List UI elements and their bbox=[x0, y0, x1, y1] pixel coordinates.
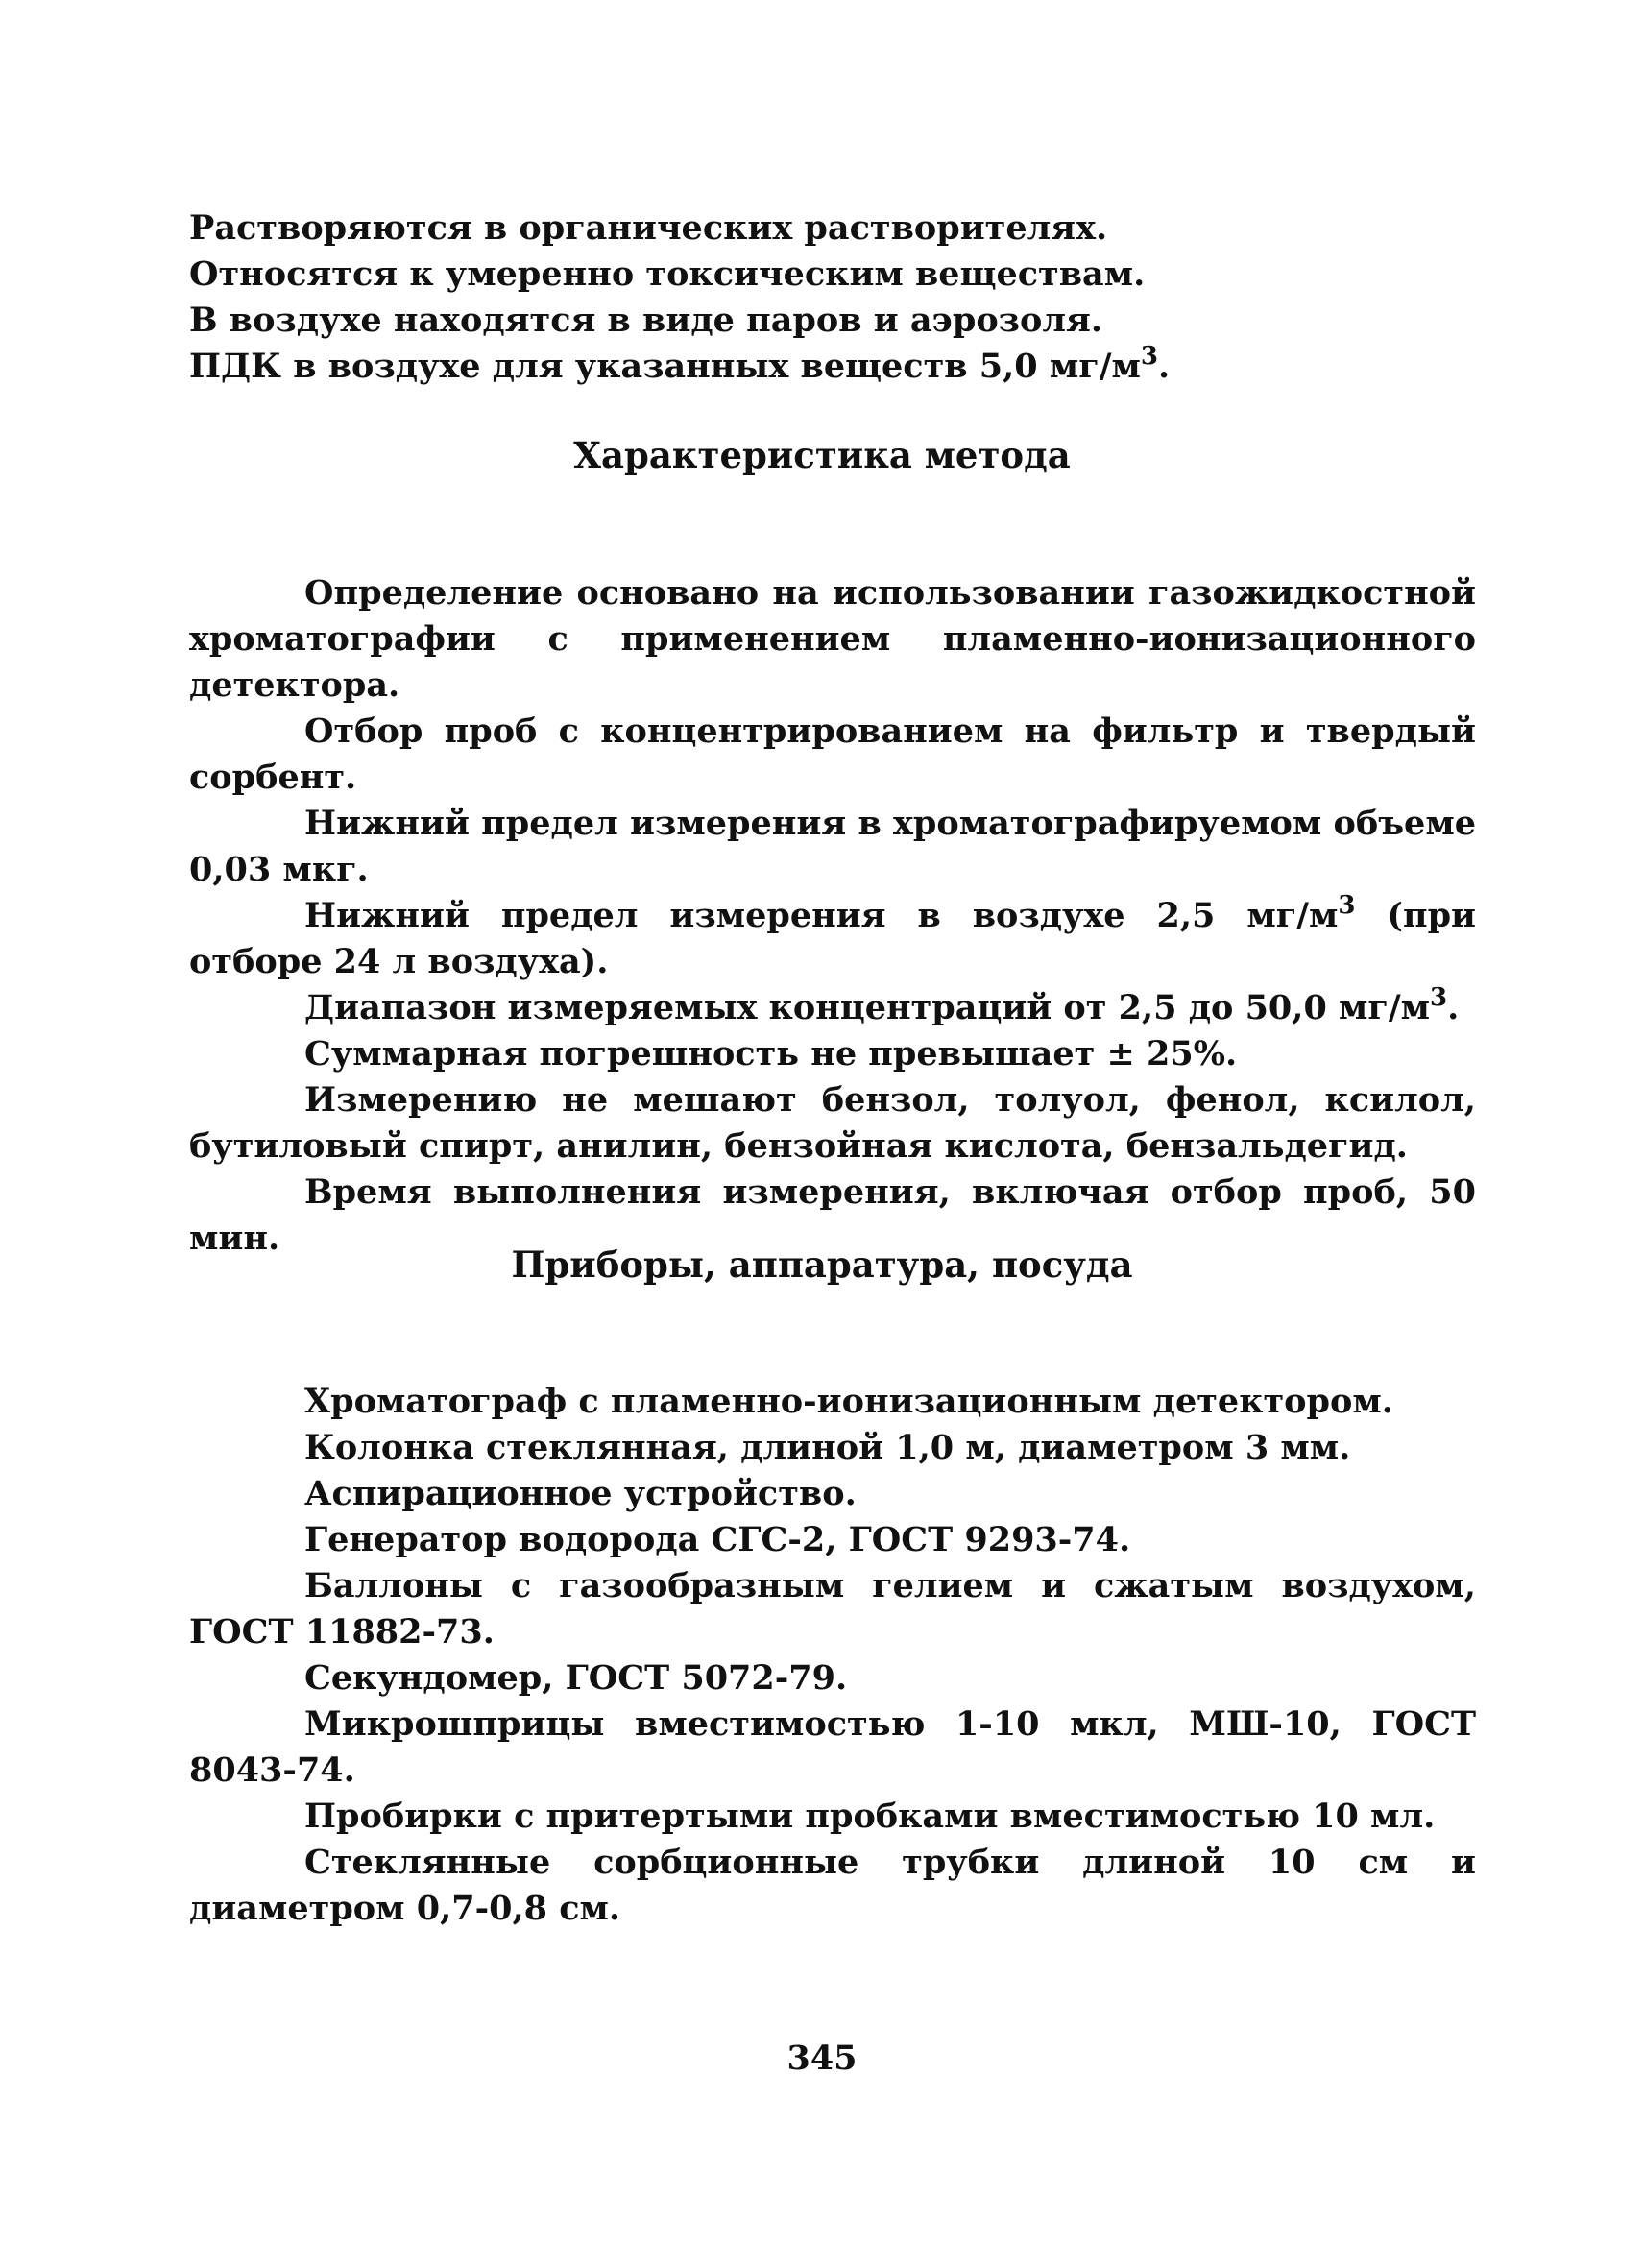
equipment-item: Генератор водорода СГС-2, ГОСТ 9293-74. bbox=[304, 1520, 1131, 1559]
section-heading-method: Характеристика метода bbox=[573, 434, 1071, 476]
range-tail: . bbox=[1447, 988, 1460, 1027]
intro-line: Растворяются в органических растворителях. bbox=[189, 208, 1108, 248]
range-text: Диапазон измеряемых концентраций от 2,5 до 50,0 мг/м bbox=[304, 988, 1431, 1027]
intro-block bbox=[189, 205, 1476, 390]
equipment-item: Аспирационное устройство. bbox=[304, 1474, 857, 1513]
method-paragraph: Время выполнения измерения, включая отбор проб, 50 мин. bbox=[189, 1172, 1476, 1258]
intro-line: В воздухе находятся в виде паров и аэрозоля. bbox=[189, 301, 1103, 340]
equipment-item: Пробирки с притертыми пробками вместимостью 10 мл. bbox=[304, 1797, 1436, 1836]
method-paragraph: Отбор проб с концентрированием на фильтр и твердый сорбент. bbox=[189, 712, 1476, 797]
equipment-block bbox=[189, 1379, 1476, 1932]
equipment-item: Колонка стеклянная, длиной 1,0 м, диаметром 3 мм. bbox=[304, 1428, 1351, 1467]
equipment-item: Баллоны с газообразным гелием и сжатым воздухом, ГОСТ 11882-73. bbox=[189, 1566, 1476, 1652]
equipment-item: Стеклянные сорбционные трубки длиной 10 см и диаметром 0,7-0,8 см. bbox=[189, 1843, 1476, 1928]
method-paragraph-range bbox=[189, 985, 1476, 1031]
intro-line: Относятся к умеренно токсическим веществам. bbox=[189, 254, 1146, 294]
equipment-item: Хроматограф с пламенно-ионизационным детектором. bbox=[304, 1382, 1393, 1421]
intro-pdk-line bbox=[189, 344, 1476, 390]
pdk-end: . bbox=[1157, 347, 1171, 386]
method-paragraph: Определение основано на использовании газожидкостной хроматографии с применением пламенно-ионизационного детектора. bbox=[189, 573, 1476, 705]
method-paragraph-lower-limit bbox=[189, 893, 1476, 985]
range-superscript: 3 bbox=[1430, 983, 1448, 1012]
method-paragraph: Измерению не мешают бензол, толуол, фенол, ксилол, бутиловый спирт, анилин, бензойная кислота, бензальдегид. bbox=[189, 1080, 1476, 1166]
pdk-text: ПДК в воздухе для указанных веществ 5,0 мг/м bbox=[189, 347, 1141, 386]
method-block bbox=[189, 570, 1476, 1262]
pdk-superscript: 3 bbox=[1140, 342, 1158, 371]
equipment-item: Микрошприцы вместимостью 1-10 мкл, МШ-10, ГОСТ 8043-74. bbox=[189, 1704, 1476, 1790]
lower-limit-superscript: 3 bbox=[1338, 891, 1356, 920]
lower-limit-text: Нижний предел измерения в воздухе 2,5 мг/м bbox=[304, 896, 1339, 935]
page-number: 345 bbox=[786, 2039, 858, 2078]
lower-limit-tail: (при отборе 24 л воздуха). bbox=[189, 896, 1477, 981]
section-heading-equipment: Приборы, аппаратура, посуда bbox=[511, 1243, 1133, 1286]
method-paragraph: Нижний предел измерения в хроматографируемом объеме 0,03 мкг. bbox=[189, 804, 1476, 889]
method-paragraph: Суммарная погрешность не превышает ± 25%. bbox=[304, 1034, 1238, 1074]
equipment-item: Секундомер, ГОСТ 5072-79. bbox=[304, 1658, 848, 1698]
